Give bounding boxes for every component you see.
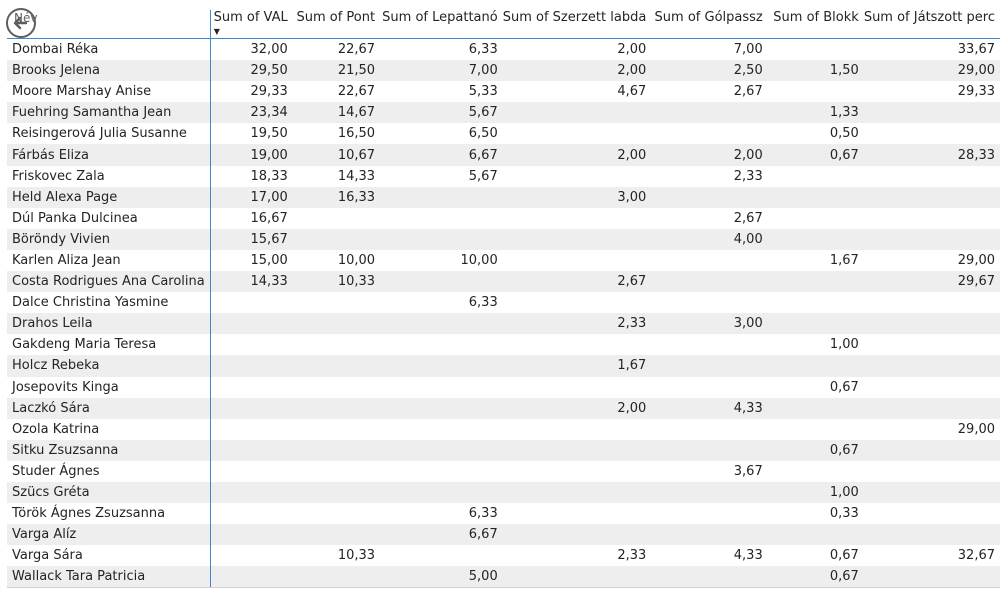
table-row[interactable] xyxy=(7,144,1000,165)
value-cell xyxy=(864,440,1000,461)
value-cell: 2,00 xyxy=(503,398,652,419)
value-cell xyxy=(380,482,503,503)
value-cell: 2,33 xyxy=(503,313,652,334)
value-cell xyxy=(380,334,503,355)
value-cell xyxy=(864,166,1000,187)
player-name-cell: Held Alexa Page xyxy=(7,187,210,208)
value-cell xyxy=(293,398,380,419)
value-cell: 22,67 xyxy=(337,42,376,58)
value-cell xyxy=(503,250,652,271)
value-cell xyxy=(768,398,864,419)
sort-descending-icon[interactable]: ▼ xyxy=(213,27,220,36)
value-cell: 0,33 xyxy=(829,506,859,522)
table-row[interactable] xyxy=(7,39,1000,61)
value-cell xyxy=(768,39,864,61)
value-cell xyxy=(651,419,767,440)
value-cell: 5,00 xyxy=(380,566,503,588)
value-cell xyxy=(210,292,293,313)
value-cell: 10,00 xyxy=(460,252,498,268)
player-name-cell: Varga Alíz xyxy=(7,524,210,545)
value-cell xyxy=(210,566,293,588)
player-name-cell: Böröndy Vivien xyxy=(7,229,210,250)
value-cell xyxy=(651,292,767,313)
player-name-cell: Varga Sára xyxy=(7,545,210,566)
value-cell: 15,67 xyxy=(210,229,293,250)
value-cell xyxy=(210,355,293,376)
value-cell xyxy=(651,524,767,545)
value-cell xyxy=(768,229,864,250)
value-cell xyxy=(503,524,652,545)
value-cell xyxy=(293,292,380,313)
value-cell: 2,00 xyxy=(503,60,652,81)
value-cell xyxy=(380,229,503,250)
value-cell: 29,67 xyxy=(864,271,1000,292)
value-cell xyxy=(651,250,767,271)
table-row[interactable] xyxy=(7,123,1000,144)
value-cell xyxy=(864,398,1000,419)
value-cell xyxy=(503,292,652,313)
header-label: Sum of VAL xyxy=(213,10,288,25)
player-name-cell: Fuehring Samantha Jean xyxy=(7,102,210,123)
value-cell: 19,50 xyxy=(250,126,288,142)
table-row[interactable] xyxy=(7,524,1000,545)
value-cell: 22,67 xyxy=(337,84,376,100)
table-row[interactable] xyxy=(7,292,1000,313)
table-row[interactable] xyxy=(7,398,1000,419)
value-cell xyxy=(210,524,293,545)
table-row[interactable] xyxy=(7,545,1000,566)
value-cell xyxy=(210,503,293,524)
value-cell: 0,67 xyxy=(768,566,864,588)
value-cell xyxy=(380,461,503,482)
player-name-cell: Brooks Jelena xyxy=(7,60,210,81)
value-cell xyxy=(864,482,1000,503)
value-cell: 14,33 xyxy=(337,168,376,184)
value-cell xyxy=(380,419,503,440)
player-name-cell: Gakdeng Maria Teresa xyxy=(7,334,210,355)
value-cell xyxy=(864,377,1000,398)
value-cell xyxy=(503,440,652,461)
value-cell: 2,33 xyxy=(733,168,763,184)
value-cell xyxy=(651,503,767,524)
table-row[interactable] xyxy=(7,208,1000,229)
player-name-cell: Costa Rodrigues Ana Carolina xyxy=(7,271,210,292)
table-row[interactable] xyxy=(7,334,1000,355)
value-cell xyxy=(651,187,767,208)
player-name-cell: Friskovec Zala xyxy=(7,166,210,187)
table-row[interactable] xyxy=(7,482,1000,503)
value-cell xyxy=(864,123,1000,144)
value-cell xyxy=(503,419,652,440)
table-row[interactable] xyxy=(7,461,1000,482)
value-cell: 0,50 xyxy=(829,126,859,142)
value-cell xyxy=(768,419,864,440)
value-cell: 32,00 xyxy=(250,42,288,58)
value-cell: 0,67 xyxy=(829,548,859,564)
table-row[interactable] xyxy=(7,81,1000,102)
value-cell: 10,33 xyxy=(293,271,380,292)
player-name-cell: Dúl Panka Dulcinea xyxy=(7,208,210,229)
header-cell-val[interactable] xyxy=(210,10,293,39)
value-cell: 0,67 xyxy=(768,144,864,165)
value-cell: 16,50 xyxy=(337,126,376,142)
value-cell xyxy=(651,123,767,144)
value-cell xyxy=(768,355,864,376)
player-name-cell: Dombai Réka xyxy=(7,39,210,61)
table-row[interactable] xyxy=(7,419,1000,440)
value-cell xyxy=(864,566,1000,588)
value-cell xyxy=(210,440,293,461)
value-cell xyxy=(864,102,1000,123)
value-cell: 17,00 xyxy=(210,187,293,208)
table-row[interactable] xyxy=(7,102,1000,123)
value-cell: 0,67 xyxy=(768,440,864,461)
value-cell xyxy=(293,461,380,482)
player-name-cell: Drahos Leila xyxy=(7,313,210,334)
value-cell: 18,33 xyxy=(250,168,288,184)
header-cell-pont[interactable] xyxy=(293,10,380,39)
value-cell xyxy=(210,419,293,440)
value-cell: 4,67 xyxy=(617,84,647,100)
value-cell: 16,67 xyxy=(250,210,288,226)
value-cell xyxy=(293,313,380,334)
value-cell: 19,00 xyxy=(210,144,293,165)
header-label: Sum of Játszott perc xyxy=(863,10,995,25)
value-cell: 33,67 xyxy=(957,42,995,58)
value-cell: 32,67 xyxy=(957,548,995,564)
table-row[interactable] xyxy=(7,503,1000,524)
value-cell xyxy=(380,355,503,376)
value-cell: 2,33 xyxy=(617,548,647,564)
value-cell xyxy=(380,271,503,292)
value-cell: 29,50 xyxy=(210,60,293,81)
player-name-cell: Sitku Zsuzsanna xyxy=(7,440,210,461)
value-cell xyxy=(210,313,293,334)
value-cell: 2,00 xyxy=(651,144,767,165)
player-name-cell: Studer Ágnes xyxy=(7,461,210,482)
value-cell: 5,33 xyxy=(468,84,498,100)
value-cell: 2,67 xyxy=(733,84,763,100)
player-name-cell: Ozola Katrina xyxy=(7,419,210,440)
value-cell: 1,33 xyxy=(768,102,864,123)
value-cell xyxy=(503,566,652,588)
value-cell: 16,33 xyxy=(293,187,380,208)
table-row[interactable] xyxy=(7,229,1000,250)
header-cell-jatszott-perc[interactable] xyxy=(864,10,1000,39)
table-row[interactable] xyxy=(7,60,1000,81)
value-cell xyxy=(503,377,652,398)
player-name-cell: Karlen Aliza Jean xyxy=(7,250,210,271)
value-cell xyxy=(768,271,864,292)
value-cell: 2,67 xyxy=(733,210,763,226)
value-cell: 3,00 xyxy=(503,187,652,208)
value-cell: 1,50 xyxy=(768,60,864,81)
header-label: Sum of Gólpassz xyxy=(654,10,763,25)
header-cell-name[interactable] xyxy=(7,10,210,39)
value-cell: 7,00 xyxy=(733,42,763,58)
value-cell xyxy=(293,377,380,398)
value-cell xyxy=(651,440,767,461)
value-cell xyxy=(864,461,1000,482)
table-row[interactable] xyxy=(7,313,1000,334)
value-cell xyxy=(293,334,380,355)
value-cell: 4,00 xyxy=(651,229,767,250)
value-cell xyxy=(503,229,652,250)
value-cell: 1,00 xyxy=(768,482,864,503)
value-cell: 6,33 xyxy=(468,506,498,522)
back-button[interactable] xyxy=(6,8,36,38)
value-cell xyxy=(503,503,652,524)
value-cell xyxy=(864,503,1000,524)
value-cell xyxy=(210,398,293,419)
value-cell xyxy=(768,292,864,313)
value-cell xyxy=(768,313,864,334)
header-cell-lepattano[interactable] xyxy=(380,10,503,39)
value-cell: 29,00 xyxy=(957,421,995,437)
value-cell xyxy=(293,524,380,545)
value-cell: 15,00 xyxy=(250,252,288,268)
value-cell: 0,67 xyxy=(829,379,859,395)
back-arrow-icon xyxy=(10,12,32,34)
value-cell xyxy=(768,187,864,208)
value-cell xyxy=(768,524,864,545)
table-row[interactable] xyxy=(7,271,1000,292)
value-cell: 10,67 xyxy=(293,144,380,165)
value-cell: 3,67 xyxy=(733,463,763,479)
header-cell-szerzett-labda[interactable] xyxy=(503,10,652,39)
value-cell xyxy=(651,566,767,588)
value-cell: 1,67 xyxy=(503,355,652,376)
value-cell xyxy=(864,355,1000,376)
value-cell: 29,00 xyxy=(957,252,995,268)
value-cell xyxy=(768,166,864,187)
player-name-cell: Holcz Rebeka xyxy=(7,355,210,376)
value-cell: 6,50 xyxy=(468,126,498,142)
player-name-cell: Dalce Christina Yasmine xyxy=(7,292,210,313)
value-cell xyxy=(293,503,380,524)
value-cell: 4,33 xyxy=(651,398,767,419)
value-cell xyxy=(293,482,380,503)
value-cell xyxy=(651,377,767,398)
value-cell xyxy=(210,377,293,398)
value-cell xyxy=(864,334,1000,355)
value-cell xyxy=(768,461,864,482)
value-cell xyxy=(651,334,767,355)
value-cell xyxy=(210,482,293,503)
value-cell: 5,67 xyxy=(468,168,498,184)
name-column-header: Név xyxy=(14,11,38,25)
value-cell: 6,67 xyxy=(380,524,503,545)
table-row[interactable] xyxy=(7,166,1000,187)
value-cell xyxy=(503,166,652,187)
value-cell: 2,00 xyxy=(617,42,647,58)
value-cell xyxy=(651,482,767,503)
value-cell: 2,00 xyxy=(503,144,652,165)
value-cell xyxy=(293,419,380,440)
value-cell: 29,33 xyxy=(250,84,288,100)
value-cell xyxy=(503,208,652,229)
value-cell: 1,00 xyxy=(829,337,859,353)
value-cell xyxy=(503,334,652,355)
header-cell-blokk[interactable] xyxy=(768,10,864,39)
header-label: Sum of Szerzett labda xyxy=(502,10,647,25)
player-name-cell: Laczkó Sára xyxy=(7,398,210,419)
table-row[interactable] xyxy=(7,355,1000,376)
value-cell xyxy=(380,377,503,398)
table-body xyxy=(7,39,1000,588)
header-label: Sum of Pont xyxy=(296,10,376,25)
header-label: Sum of Lepattanó xyxy=(382,10,498,25)
value-cell: 14,67 xyxy=(293,102,380,123)
value-cell: 5,67 xyxy=(380,102,503,123)
value-cell xyxy=(380,398,503,419)
value-cell xyxy=(503,461,652,482)
value-cell: 6,67 xyxy=(380,144,503,165)
player-name-cell: Reisingerová Julia Susanne xyxy=(7,123,210,144)
header-cell-golpassz[interactable] xyxy=(651,10,767,39)
value-cell xyxy=(864,524,1000,545)
value-cell: 29,00 xyxy=(864,60,1000,81)
table-row[interactable] xyxy=(7,187,1000,208)
value-cell xyxy=(380,208,503,229)
value-cell xyxy=(380,313,503,334)
value-cell xyxy=(864,313,1000,334)
value-cell xyxy=(864,292,1000,313)
value-cell: 10,00 xyxy=(337,252,376,268)
player-name-cell: Török Ágnes Zsuzsanna xyxy=(7,503,210,524)
value-cell: 7,00 xyxy=(380,60,503,81)
value-cell xyxy=(293,355,380,376)
value-cell xyxy=(380,545,503,566)
table-row[interactable] xyxy=(7,377,1000,398)
table-row[interactable] xyxy=(7,250,1000,271)
value-cell: 28,33 xyxy=(864,144,1000,165)
value-cell: 1,67 xyxy=(829,252,859,268)
player-name-cell: Josepovits Kinga xyxy=(7,377,210,398)
value-cell xyxy=(210,461,293,482)
player-name-cell: Wallack Tara Patricia xyxy=(7,566,210,588)
value-cell xyxy=(503,102,652,123)
table-row[interactable] xyxy=(7,566,1000,588)
player-name-cell: Fárbás Eliza xyxy=(7,144,210,165)
value-cell: 2,67 xyxy=(503,271,652,292)
value-cell xyxy=(293,566,380,588)
value-cell xyxy=(210,545,293,566)
value-cell xyxy=(210,334,293,355)
value-cell xyxy=(651,355,767,376)
table-row[interactable] xyxy=(7,440,1000,461)
value-cell xyxy=(864,187,1000,208)
value-cell xyxy=(768,208,864,229)
value-cell xyxy=(380,440,503,461)
data-table xyxy=(7,10,1000,588)
value-cell: 10,33 xyxy=(337,548,376,564)
player-name-cell: Moore Marshay Anise xyxy=(7,81,210,102)
value-cell: 14,33 xyxy=(210,271,293,292)
value-cell: 23,34 xyxy=(210,102,293,123)
value-cell xyxy=(864,229,1000,250)
value-cell: 6,33 xyxy=(468,295,498,311)
value-cell xyxy=(864,208,1000,229)
value-cell: 3,00 xyxy=(651,313,767,334)
value-cell: 29,33 xyxy=(957,84,995,100)
header-row xyxy=(7,10,1000,39)
value-cell xyxy=(293,208,380,229)
value-cell xyxy=(293,440,380,461)
value-cell xyxy=(651,102,767,123)
value-cell: 6,33 xyxy=(468,42,498,58)
value-cell: 21,50 xyxy=(293,60,380,81)
value-cell xyxy=(503,123,652,144)
value-cell: 2,50 xyxy=(651,60,767,81)
value-cell xyxy=(380,187,503,208)
value-cell xyxy=(651,271,767,292)
value-cell xyxy=(768,81,864,102)
value-cell: 4,33 xyxy=(733,548,763,564)
player-name-cell: Szücs Gréta xyxy=(7,482,210,503)
header-label: Sum of Blokk xyxy=(773,10,859,25)
value-cell xyxy=(503,482,652,503)
value-cell xyxy=(293,229,380,250)
